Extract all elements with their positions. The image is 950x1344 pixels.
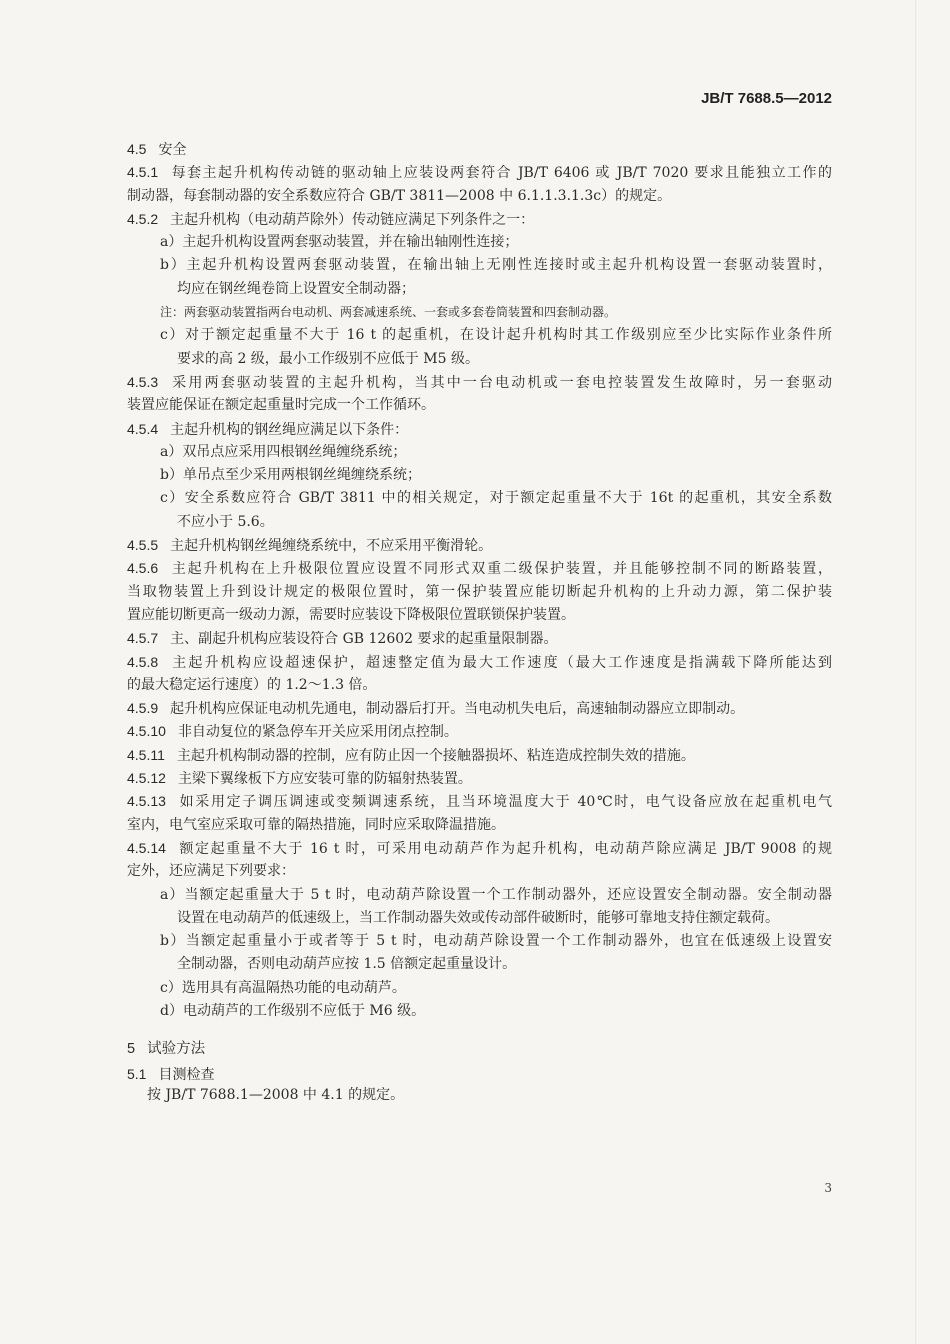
clause-number: 4.5.14: [127, 839, 166, 856]
clause-number: 4.5.2: [127, 210, 159, 227]
document-body: [127, 138, 832, 1108]
section-5-1-text: 按 JB/T 7688.1—2008 中 4.1 的规定。: [147, 1087, 405, 1104]
clause-4-5-14-line-2: 定外，还应满足下列要求：: [127, 863, 295, 880]
section-heading-5-1: [127, 1064, 832, 1084]
clause-number: 4.5.12: [127, 770, 166, 787]
clause-number: 4.5.11: [127, 746, 165, 763]
clause-number: 4.5.10: [127, 723, 166, 740]
clause-4-5-4: [127, 418, 832, 441]
list-item-b: b）单吊点至少采用两根钢丝绳缠绕系统；: [160, 467, 421, 484]
section-number: 5.1: [127, 1066, 147, 1083]
clause-number: 4.5.5: [127, 537, 159, 554]
clause-text: 非自动复位的紧急停车开关应采用闭点控制。: [177, 724, 458, 741]
list-item-b-line-2: 均应在钢丝绳卷筒上设置安全制动器；: [177, 280, 415, 297]
clause-text: 主起升机构（电动葫芦除外）传动链应满足下列条件之一：: [170, 211, 535, 228]
list-item-c-line-2: 不应小于 5.6。: [177, 513, 274, 530]
document-id-header: JB/T 7688.5—2012: [701, 90, 832, 107]
clause-4-5-1-line-2: 制动器，每套制动器的安全系数应符合 GB/T 3811—2008 中 6.1.1.3.1.3c）的规定。: [127, 187, 672, 204]
section-heading-4-5: [127, 138, 832, 161]
clause-4-5-14-line-1: [127, 837, 832, 860]
chapter-heading-5: [127, 1037, 832, 1058]
clause-4-5-6-line-1: [127, 557, 832, 580]
page-number: 3: [824, 1181, 832, 1195]
list-item-c-line-1: c）对于额定起重量不大于 16 t 的起重机，在设计起升机构时其工作级别应至少比实际作业条件所: [160, 327, 832, 344]
clause-4-5-5: [127, 534, 832, 557]
page-edge-shadow: [915, 0, 918, 1344]
clause-text: 主起升机构应设超速保护，超速整定值为最大工作速度（最大工作速度是指满载下降所能达到: [170, 654, 832, 671]
note: 注：两套驱动装置指两台电动机、两套减速系统、一套或多套卷筒装置和四套制动器。: [160, 305, 617, 320]
clause-number: 4.5.7: [127, 630, 159, 647]
list-item-b-line-2: 全制动器，否则电动葫芦应按 1.5 倍额定起重量设计。: [177, 956, 517, 973]
clause-number: 4.5.3: [127, 373, 159, 390]
clause-4-5-13-line-2: 室内，电气室应采取可靠的隔热措施，同时应采取降温措施。: [127, 816, 505, 833]
section-number: 4.5: [127, 141, 147, 157]
spacer: [127, 1023, 832, 1027]
list-item-c: c）选用具有高温隔热功能的电动葫芦。: [160, 979, 406, 996]
list-item-d: d）电动葫芦的工作级别不应低于 M6 级。: [160, 1002, 426, 1019]
clause-text: 采用两套驱动装置的主起升机构，当其中一台电动机或一套电控装置发生故障时，另一套驱动: [170, 374, 832, 391]
clause-4-5-13-line-1: [127, 790, 832, 813]
list-item-a: a）双吊点应采用四根钢丝绳缠绕系统；: [160, 443, 407, 460]
clause-4-5-2: [127, 208, 832, 231]
clause-text: 主起升机构制动器的控制，应有防止因一个接触器损坏、粘连造成控制失效的措施。: [176, 747, 695, 764]
clause-4-5-11: [127, 744, 832, 767]
clause-4-5-9: [127, 697, 832, 720]
clause-number: 4.5.13: [127, 793, 166, 810]
clause-text: 每套主起升机构传动链的驱动轴上应装设两套符合 JB/T 6406 或 JB/T 7020 要求且能独立工作的: [170, 165, 832, 182]
list-item-a: a）主起升机构设置两套驱动装置，并在输出轴刚性连接；: [160, 234, 519, 251]
list-item-b-line-1: b）主起升机构设置两套驱动装置，在输出轴上无刚性连接时或主起升机构设置一套驱动装置时，: [160, 257, 832, 274]
clause-number: 4.5.4: [127, 420, 159, 437]
clause-text: 主起升机构的钢丝绳应满足以下条件：: [170, 421, 409, 438]
clause-number: 4.5.6: [127, 560, 159, 577]
clause-4-5-6-line-2: 当取物装置上升到设计规定的极限位置时，第一保护装置应能切断起升机构的上升动力源，第二保护装: [127, 583, 832, 600]
chapter-number: 5: [127, 1041, 136, 1058]
clause-text: 起升机构应保证电动机先通电，制动器后打开。当电动机失电后，高速轴制动器应立即制动。: [170, 701, 745, 718]
clause-4-5-6-line-3: 置应能切断更高一级动力源，需要时应装设下降极限位置联锁保护装置。: [127, 606, 575, 623]
clause-text: 主梁下翼缘板下方应安装可靠的防辐射热装置。: [177, 771, 472, 788]
clause-4-5-12: [127, 767, 832, 790]
clause-text: 额定起重量不大于 16 t 时，可采用电动葫芦作为起升机构，电动葫芦除应满足 JB/T 9008 的规: [177, 840, 832, 857]
clause-4-5-3-line-2: 装置应能保证在额定起重量时完成一个工作循环。: [127, 397, 435, 414]
list-item-a-line-1: a）当额定起重量大于 5 t 时，电动葫芦除设置一个工作制动器外，还应设置安全制动器。安全制动器: [160, 886, 832, 903]
clause-4-5-7: [127, 627, 832, 650]
list-item-c-line-1: c）安全系数应符合 GB/T 3811 中的相关规定，对于额定起重量不大于 16t 的起重机，其安全系数: [160, 490, 832, 507]
clause-number: 4.5.8: [127, 653, 159, 670]
clause-4-5-8-line-2: 的最大稳定运行速度）的 1.2～1.3 倍。: [127, 676, 377, 693]
clause-number: 4.5.1: [127, 164, 159, 181]
list-item-a-line-2: 设置在电动葫芦的低速级上，当工作制动器失效或传动部件破断时，能够可靠地支持住额定载荷。: [177, 909, 779, 926]
list-item-b-line-1: b）当额定起重量小于或者等于 5 t 时，电动葫芦除设置一个工作制动器外，也宜在低速级上设置安: [160, 933, 832, 950]
clause-number: 4.5.9: [127, 700, 159, 717]
list-item-c-line-2: 要求的高 2 级，最小工作级别不应低于 M5 级。: [177, 350, 479, 367]
clause-4-5-1-line-1: [127, 161, 832, 184]
clause-text: 如采用定子调压调速或变频调速系统，且当环境温度大于 40℃时，电气设备应放在起重机电气: [177, 794, 832, 811]
section-title: 目测检查: [158, 1066, 215, 1083]
clause-4-5-10: [127, 720, 832, 743]
clause-text: 主、副起升机构应装设符合 GB 12602 要求的起重量限制器。: [170, 631, 558, 648]
clause-4-5-8-line-1: [127, 651, 832, 674]
clause-4-5-3-line-1: [127, 371, 832, 394]
clause-text: 主起升机构钢丝绳缠绕系统中，不应采用平衡滑轮。: [170, 538, 493, 555]
section-title: 安全: [158, 141, 187, 157]
clause-text: 主起升机构在上升极限位置应设置不同形式双重二级保护装置，并且能够控制不同的断路装置，: [170, 561, 832, 578]
chapter-title: 试验方法: [147, 1041, 206, 1058]
